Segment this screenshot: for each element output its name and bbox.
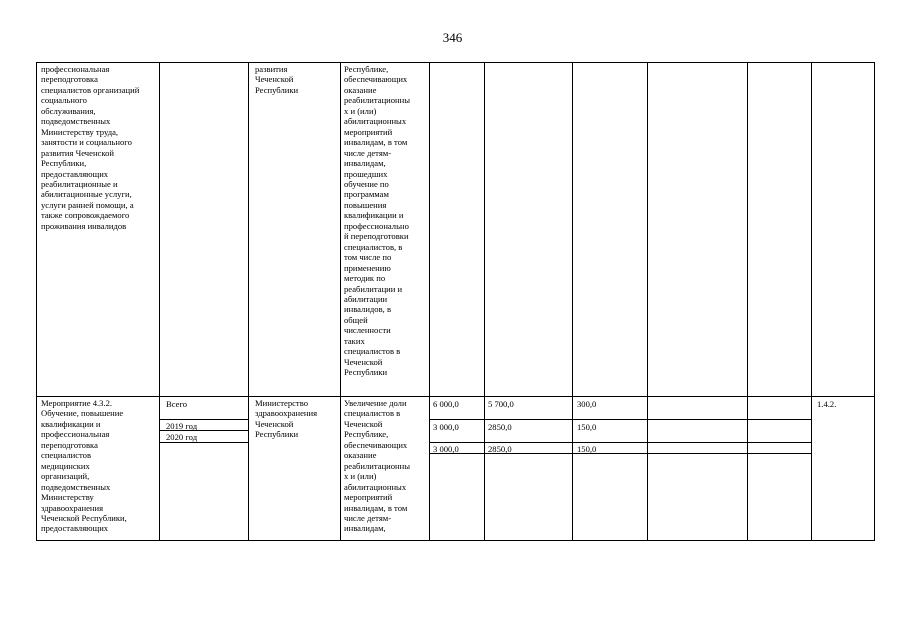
indicator-link: 1.4.2. — [817, 399, 837, 409]
col-border — [647, 62, 648, 541]
period-divider — [429, 453, 811, 454]
row-divider — [36, 396, 875, 397]
col-border — [747, 62, 748, 541]
col-border — [874, 62, 875, 541]
measure-name: Мероприятие 4.3.2. Обучение, повышение квалификации и профессиональная переподготовка специалистов медицинских организаций, подведомственных Министерству здравоохранения Чеченской Республики, предоставляющих — [41, 398, 127, 534]
measure-indicator: Увеличение доли специалистов в Чеченской Республике, обеспечивающих оказание реабилитационны х и (или) абилитационных мероприятий инвалидам, в том числе детям- инвалидам, — [344, 398, 411, 534]
period-divider — [159, 419, 248, 420]
period-label-2019: 2019 год — [166, 421, 198, 431]
page-number: 346 — [442, 30, 463, 45]
continuation-measure-text: профессиональная переподготовка специалистов организаций социального обслуживания, подведомственных Министерству труда, занятости и социального развития Чеченской Республики, предоставляющих реабилитационные и абилитационные услуги, услуги ранней помощи, а также сопровождаемого проживания инвалидов — [41, 64, 140, 231]
col-border — [36, 62, 37, 541]
source-2-amount: 5 700,0 — [488, 399, 514, 409]
table-bottom-border — [36, 540, 875, 541]
measure-executor: Министерство здравоохранения Чеченской Республики — [255, 398, 318, 440]
source-3-amount: 150,0 — [577, 422, 597, 432]
period-label-2020: 2020 год — [166, 432, 198, 442]
col-border — [572, 62, 573, 541]
col-border — [811, 62, 812, 541]
source-2-amount: 2850,0 — [488, 422, 512, 432]
total-amount: 3 000,0 — [433, 422, 459, 432]
col-border — [429, 62, 430, 541]
source-2-amount: 2850,0 — [488, 444, 512, 454]
source-3-amount: 300,0 — [577, 399, 597, 409]
period-divider — [429, 442, 811, 443]
total-amount: 3 000,0 — [433, 444, 459, 454]
period-divider — [429, 419, 811, 420]
continuation-indicator-text: Республике, обеспечивающих оказание реабилитационны х и (или) абилитационных мероприятий инвалидам, в том числе детям- инвалидам, прошедших обучение по программам повышения квалификации и профессионально й переподготовки специалистов, в том числе по применению методик по реабилитации и абилитации инвалидов, в общей численности таких специалистов в Чеченской Республики — [344, 64, 411, 378]
total-amount: 6 000,0 — [433, 399, 459, 409]
col-border — [340, 62, 341, 541]
continuation-executor-text: развития Чеченской Республики — [255, 64, 299, 95]
period-divider — [159, 442, 248, 443]
col-border — [484, 62, 485, 541]
period-label-total: Всего — [166, 399, 188, 409]
source-3-amount: 150,0 — [577, 444, 597, 454]
table-top-border — [36, 62, 875, 63]
col-border — [248, 62, 249, 541]
col-border — [159, 62, 160, 541]
